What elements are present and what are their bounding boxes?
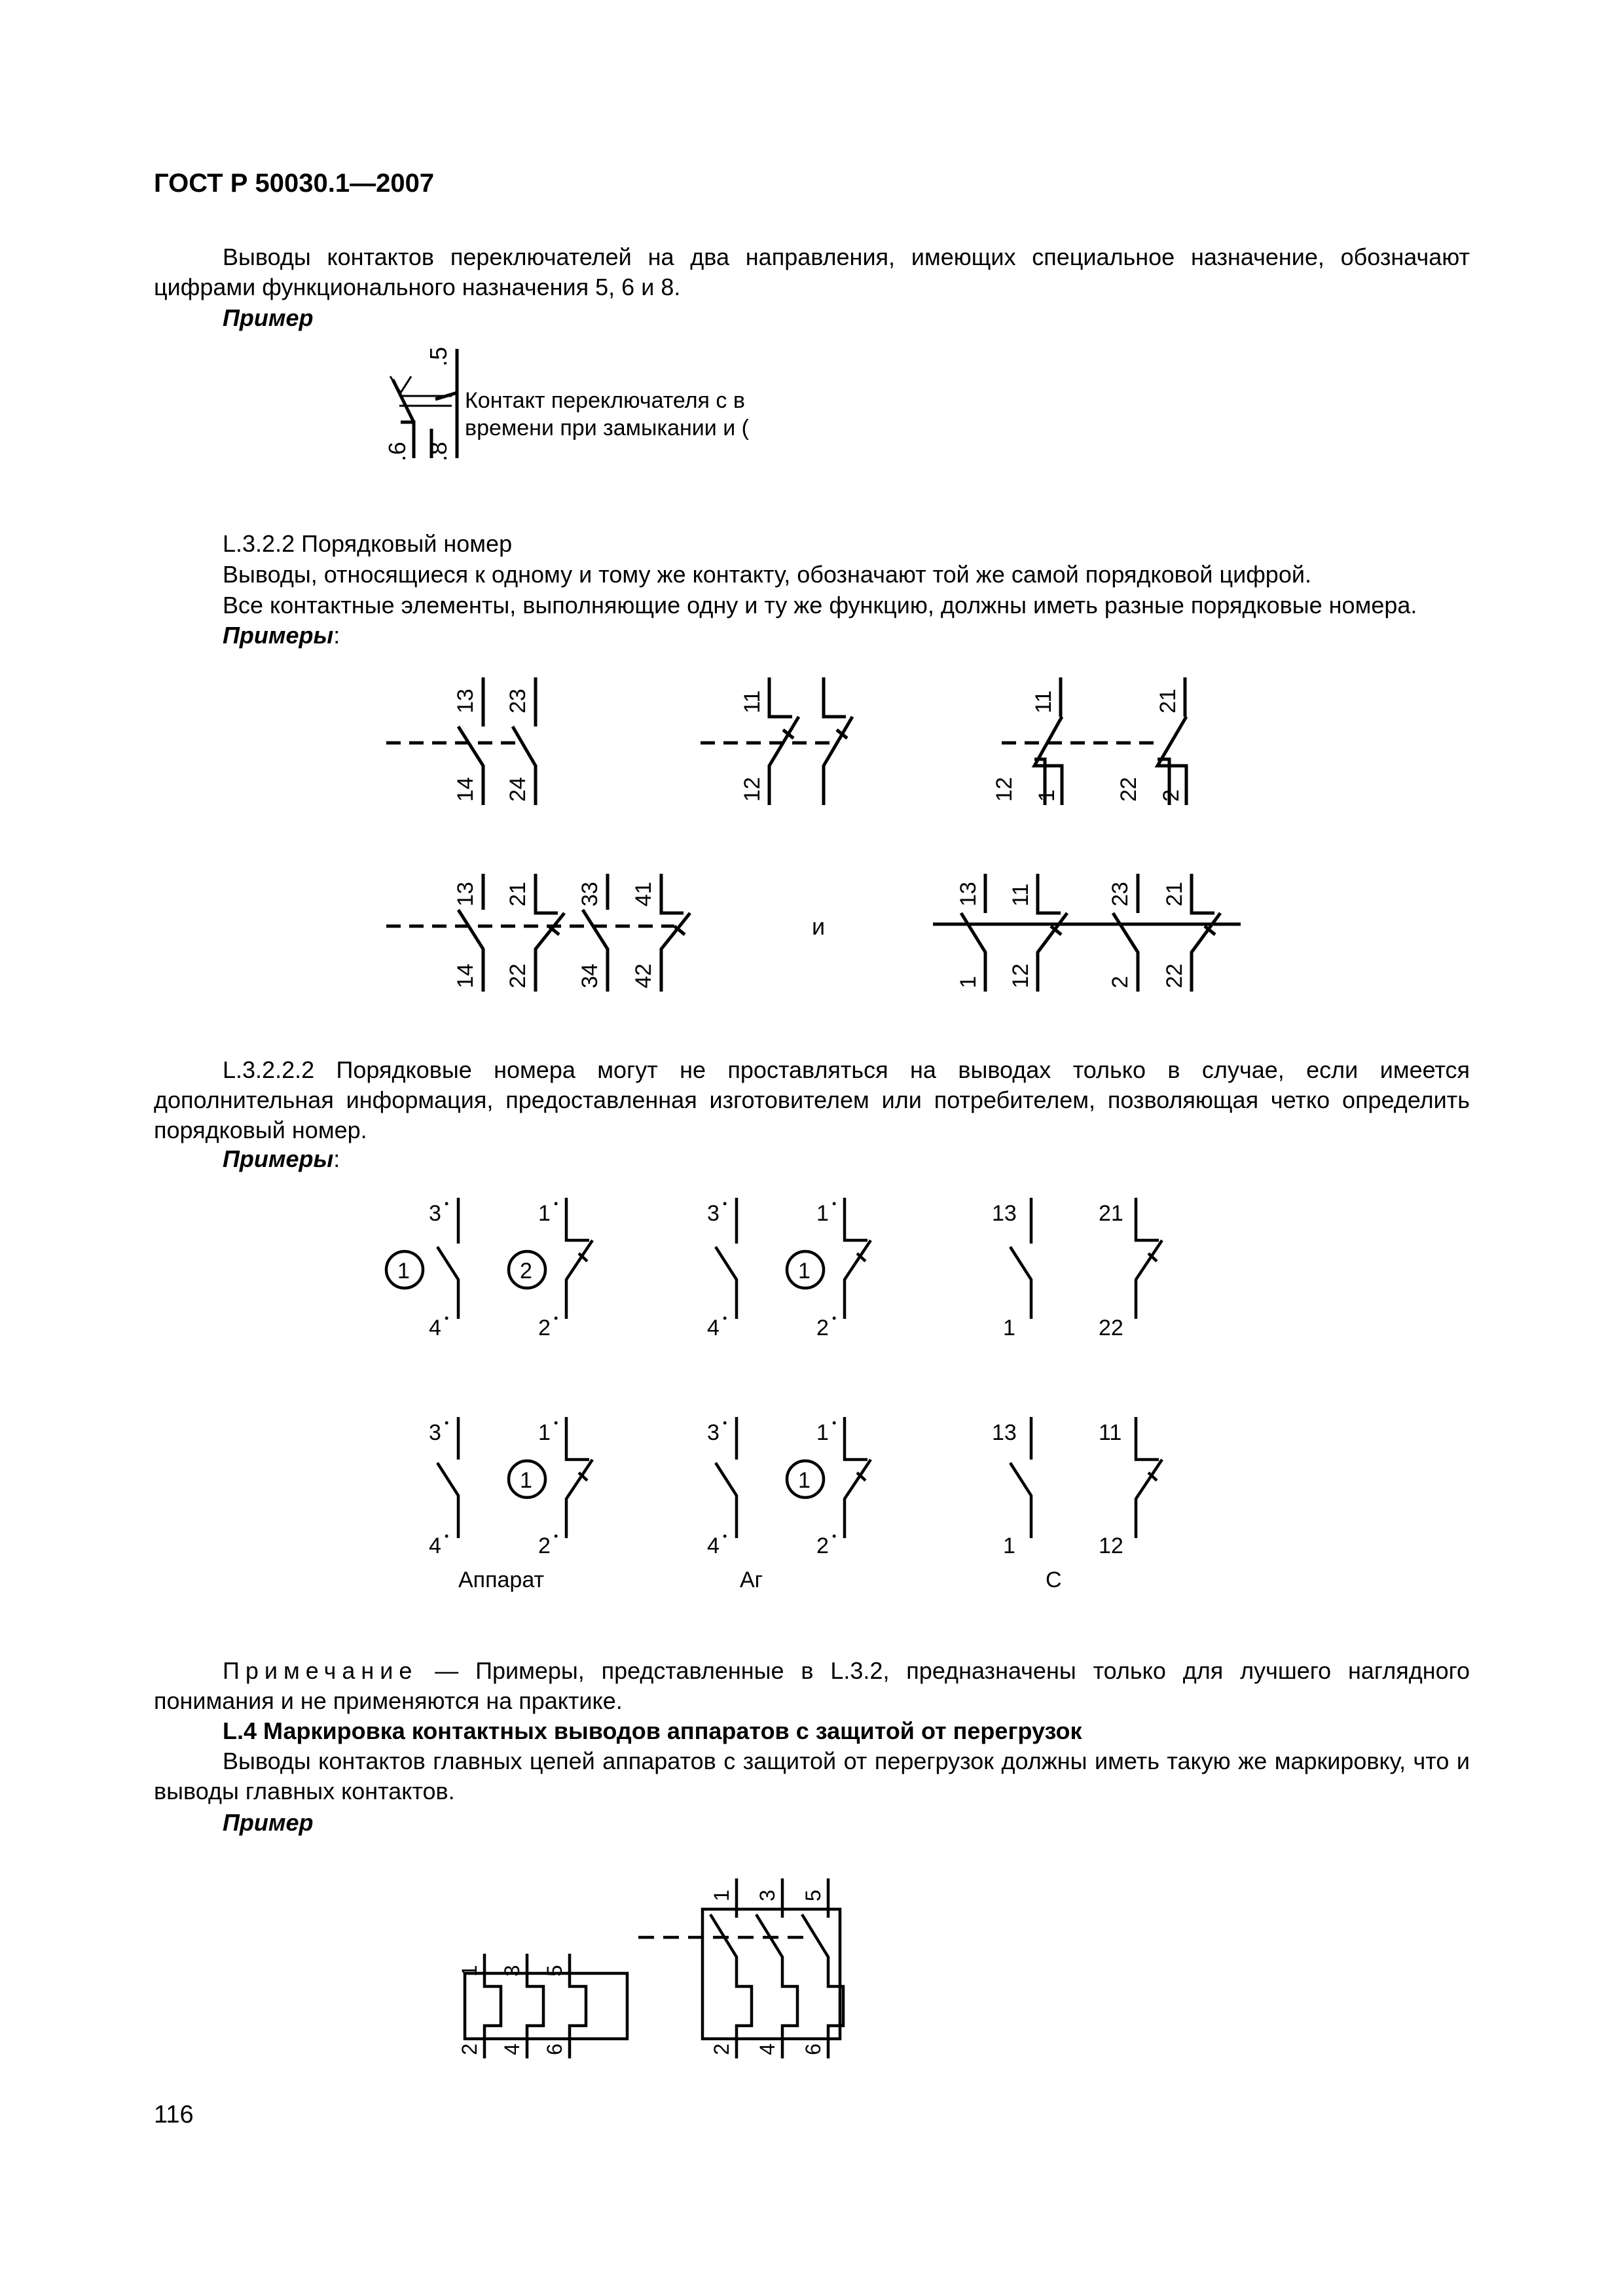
left-bot-2: 2 bbox=[458, 2043, 481, 2055]
document-header: ГОСТ Р 50030.1—2007 bbox=[154, 169, 435, 198]
fig2-g1-24: 24 bbox=[505, 777, 530, 802]
fig2-g4-22: 22 bbox=[505, 963, 530, 988]
example-label-2: Пример bbox=[223, 1809, 314, 1836]
fig2-g5-2: 2 bbox=[1108, 976, 1133, 988]
r2-d-top: 1 bbox=[816, 1420, 829, 1445]
fig2-g2-12: 12 bbox=[740, 777, 765, 802]
caption-apparatus: Аппарат bbox=[458, 1568, 545, 1592]
r2-e-top: 13 bbox=[992, 1420, 1017, 1445]
fig2-g5-22: 22 bbox=[1162, 963, 1187, 988]
r2-a-top: 3 bbox=[429, 1420, 441, 1445]
r1-b-top: 1 bbox=[538, 1201, 551, 1226]
svg-text:•: • bbox=[832, 1530, 837, 1543]
section-3-2-2-line1: Выводы, относящиеся к одному и тому же контакту, обозначают той же самой порядковой цифрой. bbox=[223, 561, 1311, 588]
svg-text:•: • bbox=[554, 1197, 558, 1210]
section-3-2-2-line2: Все контактные элементы, выполняющие одну и ту же функцию, должны иметь разные порядковые номера. bbox=[223, 592, 1417, 619]
r1-d-top: 1 bbox=[816, 1201, 829, 1226]
r1-e-top: 13 bbox=[992, 1201, 1017, 1226]
fig2-g5-1: 1 bbox=[956, 976, 981, 988]
example-label: Пример bbox=[223, 304, 314, 331]
figure-ordinal-examples-row1 bbox=[386, 677, 1186, 805]
label-5: .5 bbox=[425, 346, 452, 367]
fig2-g1-14: 14 bbox=[453, 777, 478, 802]
r2-e-bot: 1 bbox=[1003, 1534, 1015, 1558]
r1-a-bot: 4 bbox=[429, 1316, 441, 1340]
svg-text:•: • bbox=[445, 1312, 449, 1325]
r1-c-top: 3 bbox=[707, 1201, 720, 1226]
left-bot-4: 4 bbox=[500, 2043, 524, 2055]
fig2-g4-41: 41 bbox=[631, 882, 656, 906]
caption-ag: Аг bbox=[740, 1568, 763, 1592]
svg-text:•: • bbox=[832, 1416, 837, 1429]
r2-b-bot: 2 bbox=[538, 1534, 551, 1558]
svg-text:•: • bbox=[554, 1312, 558, 1325]
intro-paragraph: Выводы контактов переключателей на два направления, имеющих специальное назначение, обозначают цифрами функционального назначения 5, 6 и 8. bbox=[154, 243, 1470, 300]
r1-f-top: 21 bbox=[1099, 1201, 1123, 1226]
right-top-1: 1 bbox=[710, 1890, 733, 1901]
r2-b-top: 1 bbox=[538, 1420, 551, 1445]
right-bot-4: 4 bbox=[756, 2043, 779, 2055]
svg-text:•: • bbox=[832, 1312, 837, 1325]
r1-c-bot: 4 bbox=[707, 1316, 720, 1340]
svg-text:•: • bbox=[445, 1416, 449, 1429]
section-4-paragraph: Выводы контактов главных цепей аппаратов с защитой от перегрузок должны иметь такую же маркировку, что и выводы главных контактов. bbox=[154, 1748, 1470, 1804]
fig2-g4-34: 34 bbox=[577, 963, 602, 988]
r2-d-bot: 2 bbox=[816, 1534, 829, 1558]
figure-unnumbered-examples-row2 bbox=[429, 1416, 1162, 1592]
right-top-5: 5 bbox=[801, 1890, 825, 1901]
fig2-g2-11: 11 bbox=[740, 690, 765, 713]
section-4-heading: L.4 Маркировка контактных выводов аппаратов с защитой от перегрузок bbox=[223, 1717, 1082, 1744]
fig2-g5-11: 11 bbox=[1008, 883, 1033, 906]
r2-f-bot: 12 bbox=[1099, 1534, 1123, 1558]
left-top-1: 1 bbox=[458, 1965, 481, 1977]
fig2-g5-21: 21 bbox=[1162, 882, 1187, 906]
r1-e-bot: 1 bbox=[1003, 1316, 1015, 1340]
figure1-caption-line2: времени при замыкании и ( bbox=[465, 416, 749, 440]
r2-f-top: 11 bbox=[1099, 1420, 1122, 1445]
svg-text:•: • bbox=[723, 1312, 727, 1325]
label-6: .6 bbox=[384, 441, 410, 461]
fig2-g3-2: 2 bbox=[1159, 789, 1184, 802]
svg-text:•: • bbox=[723, 1416, 727, 1429]
r1-b-circle: 2 bbox=[520, 1259, 532, 1283]
r1-d-circle: 1 bbox=[798, 1259, 811, 1283]
fig2-g1-13: 13 bbox=[453, 689, 478, 713]
right-top-3: 3 bbox=[756, 1890, 779, 1901]
svg-text:•: • bbox=[723, 1197, 727, 1210]
fig2-g4-13: 13 bbox=[453, 882, 478, 906]
svg-text:•: • bbox=[554, 1416, 558, 1429]
svg-text:•: • bbox=[723, 1530, 727, 1543]
r1-a-top: 3 bbox=[429, 1201, 441, 1226]
examples-label-1: Примеры: bbox=[223, 622, 340, 649]
section-3-2-2-2-paragraph: L.3.2.2.2 Порядковые номера могут не проставляться на выводах только в случае, если имеется дополнительная информация, предоставленная изготовителем или потребителем, позволяющая четко определить порядковый номер. bbox=[154, 1056, 1470, 1143]
svg-text:•: • bbox=[445, 1197, 449, 1210]
svg-text:•: • bbox=[554, 1530, 558, 1543]
r2-a-bot: 4 bbox=[429, 1534, 441, 1558]
fig2-g3-11: 11 bbox=[1031, 690, 1056, 713]
note-prefix: Примечание bbox=[223, 1657, 418, 1684]
page-number: 116 bbox=[154, 2101, 194, 2128]
r1-b-bot: 2 bbox=[538, 1316, 551, 1340]
r2-b-circle: 1 bbox=[520, 1468, 532, 1493]
fig2-g3-1: 1 bbox=[1034, 789, 1059, 802]
svg-text:•: • bbox=[445, 1530, 449, 1543]
fig2-g4-14: 14 bbox=[453, 963, 478, 988]
caption-c: С bbox=[1046, 1568, 1062, 1592]
conjunction-and: и bbox=[812, 913, 826, 940]
fig2-g4-33: 33 bbox=[577, 882, 602, 906]
fig2-g3-21: 21 bbox=[1156, 689, 1180, 713]
r2-c-top: 3 bbox=[707, 1420, 720, 1445]
section-3-2-2-heading: L.3.2.2 Порядковый номер bbox=[223, 530, 513, 557]
right-bot-2: 2 bbox=[710, 2043, 733, 2055]
figure-changeover-contact bbox=[384, 347, 750, 461]
note-text: — Примеры, представленные в L.3.2, предназначены только для лучшего наглядного понимания и не применяются на практике. bbox=[154, 1657, 1470, 1714]
r2-c-bot: 4 bbox=[707, 1534, 720, 1558]
fig2-g5-23: 23 bbox=[1108, 882, 1133, 906]
right-bot-6: 6 bbox=[801, 2043, 825, 2055]
svg-text:•: • bbox=[832, 1197, 837, 1210]
r1-f-bot: 22 bbox=[1099, 1316, 1123, 1340]
fig2-g5-12: 12 bbox=[1008, 963, 1033, 988]
fig2-g3-22: 22 bbox=[1116, 777, 1141, 802]
left-top-5: 5 bbox=[543, 1965, 566, 1977]
examples-label-2: Примеры: bbox=[223, 1145, 340, 1172]
fig2-g4-21: 21 bbox=[505, 882, 530, 906]
figure1-caption-line1: Контакт переключателя с в bbox=[465, 388, 745, 413]
left-top-3: 3 bbox=[500, 1965, 524, 1977]
r2-d-circle: 1 bbox=[798, 1468, 811, 1493]
fig2-g3-12: 12 bbox=[992, 777, 1017, 802]
fig2-g1-23: 23 bbox=[505, 689, 530, 713]
left-bot-6: 6 bbox=[543, 2043, 566, 2055]
figure-ordinal-examples-row2 bbox=[386, 874, 1241, 992]
r1-a-circle: 1 bbox=[397, 1259, 410, 1283]
figure-overload-relay bbox=[458, 1878, 843, 2058]
figure-unnumbered-examples-row1 bbox=[386, 1197, 1162, 1340]
fig2-g5-13: 13 bbox=[956, 882, 981, 906]
note-paragraph bbox=[154, 1656, 1470, 1716]
fig2-g4-42: 42 bbox=[631, 963, 656, 988]
label-8: .8 bbox=[425, 441, 452, 461]
r1-d-bot: 2 bbox=[816, 1316, 829, 1340]
